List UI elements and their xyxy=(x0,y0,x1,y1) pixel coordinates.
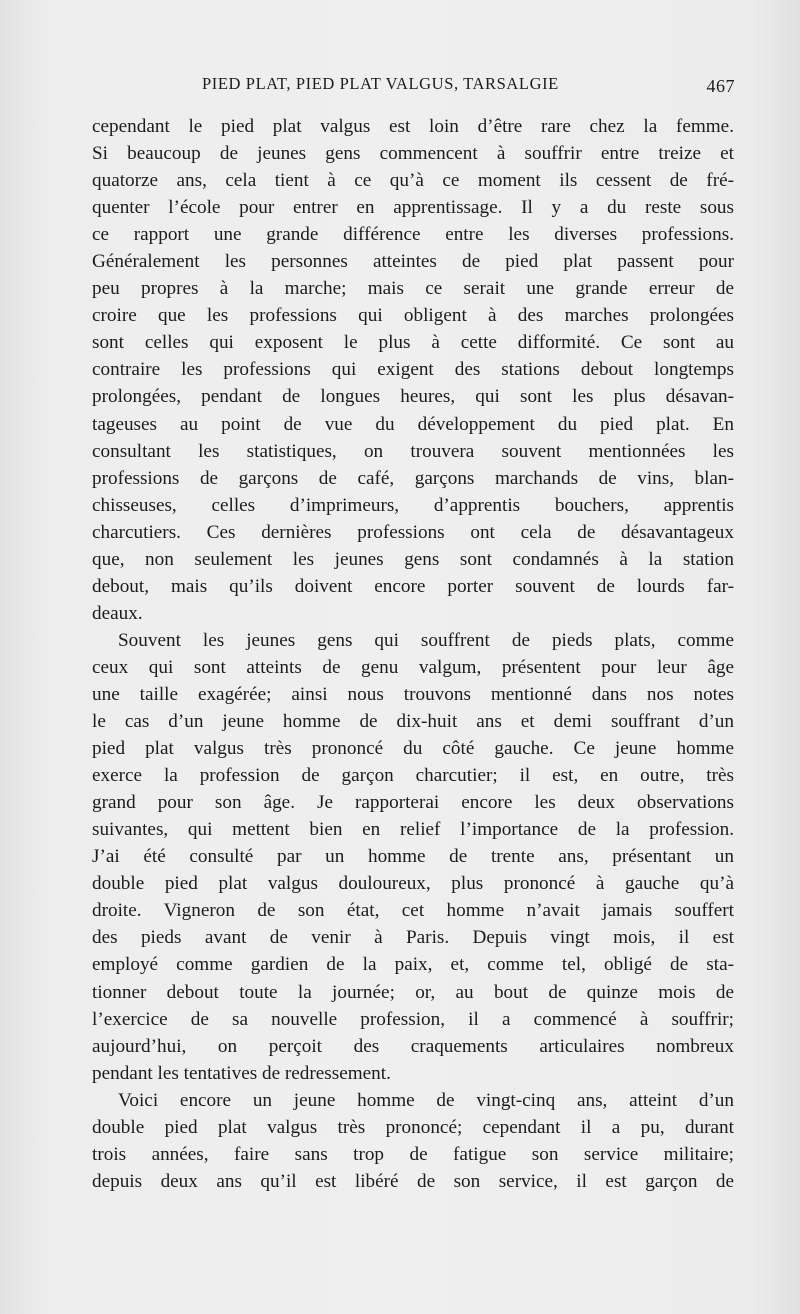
text-line: ceux qui sont atteints de genu valgum, présentent pour leur âge xyxy=(92,656,734,678)
text-line: ce rapport une grande différence entre les diverses professions. xyxy=(92,224,734,246)
text-line: une taille exagérée; ainsi nous trouvons mentionné dans nos notes xyxy=(92,683,734,705)
text-line: depuis deux ans qu’il est libéré de son service, il est garçon de xyxy=(92,1170,734,1192)
text-line: Généralement les personnes atteintes de pied plat passent pour xyxy=(92,251,734,273)
text-line: chisseuses, celles d’imprimeurs, d’apprentis bouchers, apprentis xyxy=(92,494,734,516)
text-line: des pieds avant de venir à Paris. Depuis vingt mois, il est xyxy=(92,927,734,949)
paragraph-start-line: Voici encore un jeune homme de vingt-cinq ans, atteint d’un xyxy=(118,1089,734,1111)
page-number: 467 xyxy=(706,76,735,96)
text-line: exerce la profession de garçon charcutier; il est, en outre, très xyxy=(92,765,734,787)
text-line: pendant les tentatives de redressement. xyxy=(92,1062,391,1084)
running-head: PIED PLAT, PIED PLAT VALGUS, TARSALGIE xyxy=(202,74,559,93)
text-line: prolongées, pendant de longues heures, qui sont les plus désavan- xyxy=(92,386,734,408)
text-line: professions de garçons de café, garçons marchands de vins, blan- xyxy=(92,467,734,489)
text-line: sont celles qui exposent le plus à cette difformité. Ce sont au xyxy=(92,332,734,354)
text-line: croire que les professions qui obligent à des marches prolongées xyxy=(92,305,734,327)
text-line: cependant le pied plat valgus est loin d’être rare chez la femme. xyxy=(92,116,734,137)
text-line: le cas d’un jeune homme de dix-huit ans et demi souffrant d’un xyxy=(92,711,734,733)
text-line: trois années, faire sans trop de fatigue son service militaire; xyxy=(92,1143,734,1165)
text-line: pied plat valgus très prononcé du côté gauche. Ce jeune homme xyxy=(92,738,734,760)
text-line: quatorze ans, cela tient à ce qu’à ce moment ils cessent de fré- xyxy=(92,170,734,192)
text-line: l’exercice de sa nouvelle profession, il a commencé à souffrir; xyxy=(92,1008,734,1030)
text-line: employé comme gardien de la paix, et, comme tel, obligé de sta- xyxy=(92,954,734,976)
paragraph-start-line: Souvent les jeunes gens qui souffrent de pieds plats, comme xyxy=(118,629,734,651)
text-line: deaux. xyxy=(92,602,143,624)
body-text xyxy=(92,113,734,1195)
text-line: Si beaucoup de jeunes gens commencent à souffrir entre treize et xyxy=(92,143,734,165)
text-line: charcutiers. Ces dernières professions ont cela de désavantageux xyxy=(92,521,734,543)
text-line: consultant les statistiques, on trouvera souvent mentionnées les xyxy=(92,440,734,462)
page-header xyxy=(92,74,735,98)
text-line: double pied plat valgus douloureux, plus prononcé à gauche qu’à xyxy=(92,873,734,895)
text-line: quenter l’école pour entrer en apprentissage. Il y a du reste sous xyxy=(92,197,734,219)
text-line: que, non seulement les jeunes gens sont condamnés à la station xyxy=(92,548,734,570)
text-line: double pied plat valgus très prononcé; cependant il a pu, durant xyxy=(92,1116,734,1138)
text-line: aujourd’hui, on perçoit des craquements articulaires nombreux xyxy=(92,1035,734,1057)
text-line: peu propres à la marche; mais ce serait une grande erreur de xyxy=(92,278,734,300)
text-line: tionner debout toute la journée; or, au bout de quinze mois de xyxy=(92,981,734,1003)
text-line: J’ai été consulté par un homme de trente ans, présentant un xyxy=(92,846,734,868)
text-line: droite. Vigneron de son état, cet homme n’avait jamais souffert xyxy=(92,900,734,922)
text-line: suivantes, qui mettent bien en relief l’importance de la profession. xyxy=(92,819,734,841)
text-line: grand pour son âge. Je rapporterai encore les deux observations xyxy=(92,792,734,814)
text-line: tageuses au point de vue du développement du pied plat. En xyxy=(92,413,734,435)
text-line: contraire les professions qui exigent des stations debout longtemps xyxy=(92,359,734,381)
text-line: debout, mais qu’ils doivent encore porter souvent de lourds far- xyxy=(92,575,734,597)
